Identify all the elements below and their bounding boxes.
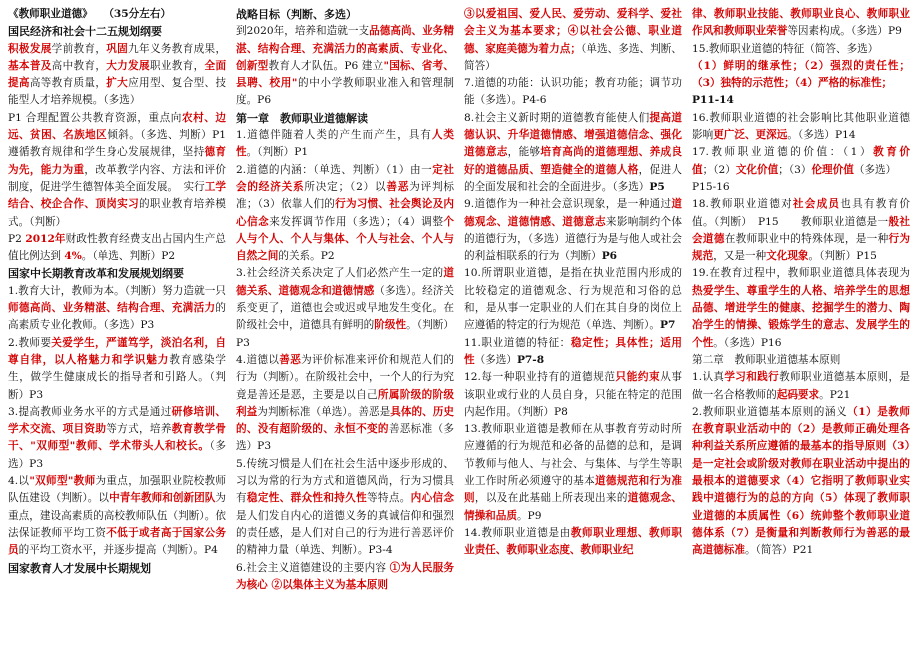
paragraph [236,352,454,456]
paragraph [464,110,682,196]
text-span: 到2020年，培养和造就一支 [236,25,370,38]
text-span: 7.道德的功能：认识功能；教育功能；调节功能（多选）。P4-6 [464,77,682,107]
highlighted-text: 全面提高 [8,59,227,90]
highlighted-text: 教育价值 [692,146,910,176]
paragraph [692,41,910,58]
paragraph [692,179,910,196]
text-span: P7 [659,319,676,332]
text-span: 在教师职业中的特殊体现，是一种 [724,232,889,245]
highlighted-text: 定社会的经济关系 [236,163,455,193]
highlighted-text: 只能约束 [615,371,661,384]
text-span: ；（2） [702,163,736,176]
highlighted-text: 师德高尚、业务精湛、结构合理、充满活力 [8,302,216,315]
highlighted-text: 不低于或者高于国家公务员 [8,526,227,557]
text-span: P2 [8,232,26,245]
text-span: 。（多选）P16 [713,336,782,349]
text-span: 为评价标准来评价和规范人们的行为（判断）。在阶级社会中，一个人的行为究竟是善还是恶，主要是以自己 [236,353,455,401]
paragraph [8,23,226,40]
text-span: 第一章 教师职业道德解读 [236,111,368,125]
text-span: 2.教师职业道德基本原则的涵义 [692,405,848,418]
text-span: 8.社会主义新时期的道德教育能使人们 [464,111,650,124]
text-span: P15-16 [692,180,730,193]
text-span: 18.教师职业道德对 [692,198,793,211]
text-span: 15.教师职业道德的特征（简答、多选） [692,42,879,55]
text-span: 17.教师职业道德的价值：（1） [692,146,874,159]
text-span: 1.认真 [692,371,725,384]
text-span: 4.道德以 [236,353,280,366]
highlighted-text: 具体的、历史的、没有超阶级的、永恒不变的 [236,405,455,436]
paragraph [692,110,910,145]
highlighted-text: 基本普及 [8,59,52,72]
text-span: ，改革教学内容、方法和评价制度，促进学生德智体美全面发展。 实行 [8,163,227,193]
paragraph [464,369,682,421]
highlighted-text: 积极发展 [8,42,52,55]
highlighted-text: 扩大 [106,77,129,90]
highlighted-text: ③以爱祖国、爱人民、爱劳动、爱科学、爱社会主义为基本要求；④以社会公德、职业道德、家庭美德为着力点； [464,8,682,55]
text-span: 善恶标准（多选）P3 [236,423,455,453]
text-span: P7-8 [516,353,545,366]
column-3 [460,6,686,651]
highlighted-text: 行为习惯、社会舆论及内心信念 [236,198,454,228]
paragraph [236,560,454,595]
paragraph [464,265,682,334]
text-span: 13.教师职业道德是教师在从事教育劳动时所应遵循的行为规范和必备的品德的总和，是调节教师与他人、与社会、与集体、与学生等职业工作时所必须遵守的基本 [464,423,682,488]
text-span: 3.社会经济关系决定了人们必然产生一定的 [236,267,444,280]
paragraph [236,23,454,109]
highlighted-text: 道德关系、道德观念和道德情感 [236,267,454,297]
text-span: 高等教育质量， [29,77,107,90]
highlighted-text: 巩固 [106,42,129,55]
text-span: 国家中长期教育改革和发展规划纲要 [8,267,184,281]
text-span: 的平均工资水平，并逐步提高（判断）。P4 [18,544,218,557]
highlighted-text: 社会成员 [792,198,841,211]
paragraph [8,110,226,231]
highlighted-text: 教师职业理想、教师职业责任、教师职业态度、教师职业纪 [464,526,682,557]
column-1 [4,6,230,651]
text-span: 学前教育， [51,42,107,55]
text-span: 为判断标准（单选）。善恶是 [257,405,391,418]
paragraph [236,127,454,162]
highlighted-text: 中青年教师和创新团队 [109,492,216,505]
paragraph [464,421,682,525]
highlighted-text: 农村、边远、贫困、名族地区 [8,111,227,142]
text-span: 2.道德的内涵：（单选、判断）（1）由一 [236,163,433,176]
paragraph [692,6,910,41]
paragraph [236,110,454,127]
text-span: 应用型、复合型、技能型人才培养规模。（多选） [8,77,227,107]
text-span: ，以及在此基础上所表现出来的 [474,492,628,505]
text-span: 12.每一种职业持有的道德规范 [464,371,616,384]
text-span: 等因素构成。（多选）P9 [787,25,902,38]
paragraph [464,196,682,265]
highlighted-text: 文化现象 [766,250,809,263]
text-span: 也具有教育价值。（判断） P15 教师职业道德是一 [692,198,911,228]
highlighted-text: 学习和践行 [724,371,780,384]
text-span: 。P9 [516,509,542,522]
highlighted-text: 品德高尚、业务精湛、结构合理、充满活力的高素质、专业化、创新型 [236,25,454,72]
text-span: （单选、多选、判断、简答） [464,42,683,72]
highlighted-text: 律、教师职业技能、教师职业良心、教师职业作风和教师职业荣誉 [692,8,910,38]
text-span: 九年义务教育成果， [128,42,227,55]
text-span: 的中小学教师职业准入和管理制度。P6 [236,77,454,107]
highlighted-text: 稳定性、群众性和持久性 [246,492,367,505]
text-span: ；（3） [778,163,812,176]
highlighted-text: 行为规范 [692,232,911,263]
paragraph [464,6,682,75]
text-span: 高中教育， [51,59,107,72]
text-span: 。（判断）P3 [236,319,455,349]
text-span: P6 [601,250,618,263]
paragraph [692,196,910,265]
text-span: 的高素质专业化教师。（多选）P3 [8,302,226,332]
text-span: 5.传统习惯是人们在社会生活中逐步形成的、习以为常的行为方式和道德风尚，行为习惯具有 [236,457,454,505]
text-span: 财政性教育经费支出占国内生产总值比例达到 [8,232,226,263]
text-span: P1 合理配置公共教育资源，重点向 [8,111,182,124]
text-span: 教师职业道德基本原则，是做一名合格教师的 [692,371,911,401]
text-span: 国家教育人才发展中长期规划 [8,561,151,575]
highlighted-text: （1）是教师在教育职业活动中的（2）是教师正确处理各种利益关系所应遵循的最基本的指导原则（3）是一定社会或阶级对教师在职业活动中提出的最根本的道德要求（4）它指明了教师职业实践中道德行为的总的方向（5）体现了教师职业道德的本质属性（6）统帅整个教师职业道德体系（7）是衡量和判断教师行为善恶的最高道德标准 [692,405,911,557]
text-span: 11.职业道德的特征： [464,336,571,349]
text-span: 来影响制约个体的道德行为，（多选）道德行为是与他人或社会的利益相联系的行为（判断） [464,215,683,263]
highlighted-text: （1）鲜明的继承性；（2）强烈的责任性；（3）独特的示范性；（4）严格的标准性； [692,59,910,90]
text-span: 。P21 [819,388,851,401]
text-span: 14.教师职业道德是由 [464,526,571,539]
column-4 [688,6,914,651]
text-span: 1.道德伴随着人类的产生而产生，具有 [236,129,432,142]
text-span: 教育感染学生，做学生健康成长的指导者和引路人。（判断）P3 [8,353,227,401]
highlighted-text: 所属阶级的阶级利益 [236,388,455,418]
text-span: 为评判标准；（3）依靠人们的 [236,180,455,211]
column-2 [232,6,458,651]
text-span: 3.提高教师业务水平的方式是通过 [8,405,172,418]
highlighted-text: 伦理价值 [811,163,854,176]
highlighted-text: 关爱学生，严谨笃学，淡泊名利，自尊自律，以人格魅力和学识魅力 [8,336,226,366]
highlighted-text: 善恶 [386,180,410,193]
text-span: 。（判断）P1 [246,146,309,159]
text-span: 2.教师要 [8,336,52,349]
text-span: 第二章 教师职业道德基本原则 [692,353,841,366]
text-span: ，又是一种 [713,250,767,263]
paragraph [8,283,226,335]
text-span: ，能够 [507,146,541,159]
highlighted-text: 研修培训、学术交流、项目资助 [8,405,227,436]
text-span: 1.教育大计，教师为本。（判断）努力造就一只 [8,284,226,297]
text-span: 9.道德作为一种社会意识现象，是一种通过 [464,198,672,211]
highlighted-text: "国标、省考、县聘、校用" [236,59,454,90]
text-span: ，促进人的全面发展和社会的全面进步。（多选） [464,163,682,193]
text-span: 所决定；（2）以 [304,180,387,193]
text-span: 6.社会主义道德建设的主要内容 [236,561,390,574]
text-span: （多选）。经济关系变更了，道德也会或迟或早地发生变化。在阶级社会中，道德具有鲜明的 [236,284,455,332]
highlighted-text: 培育高尚的道德理想、养成良好的道德品质、塑造健全的道德人格 [464,146,683,176]
paragraph [8,265,226,282]
text-span: 。（判断）P15 [808,250,877,263]
highlighted-text: 文化价值 [735,163,779,176]
highlighted-text: 道德观念、情操和品质 [464,492,683,522]
text-span: 。（单选、判断）P2 [81,250,176,263]
text-span: （多选） [474,353,517,366]
text-span: 战略目标（判断、多选） [236,8,357,21]
paragraph [8,560,226,577]
text-span: 国民经济和社会十二五规划纲要 [8,25,162,39]
text-span: 来发挥调节作用（多选）；（4）调整 [269,215,444,228]
paragraph [464,525,682,560]
highlighted-text: 内心信念 [410,492,455,505]
highlighted-text: 更广泛、更深远 [713,129,788,142]
paragraph [464,75,682,110]
highlighted-text: 善恶 [279,353,302,366]
text-span: 从事该职业或行业的人员自身，只能在特定的范围内起作用。（判断）P8 [464,371,683,418]
text-span: 16.教师职业道德的社会影响比其他职业道德影响 [692,111,910,142]
paragraph [692,404,910,560]
text-span: 为重点，建设高素质的高校教师队伍（判断）。依法保证教师平均工资 [8,492,227,539]
paragraph [8,6,226,23]
text-span: 的职业教育培养模式。（判断） [8,198,227,228]
paragraph [8,231,226,266]
text-span: 10.所谓职业道德，是指在执业范围内形成的比较稳定的道德观念、行为规范和习俗的总和，是从事一定职业的人们在其自身的岗位上应遵循的特定的行为规范（单选、判断）。 [464,267,682,332]
highlighted-text: 工学结合、校企合作、顶岗实习 [8,180,227,211]
paragraph [692,369,910,404]
highlighted-text: 道德规范和行为准则 [464,475,683,505]
highlighted-text: 道德观念、道德情感、道德意志 [464,198,682,228]
highlighted-text: ①为人民服务为核心 ②以集体主义为基本原则 [236,561,454,591]
highlighted-text: 4% [64,250,82,263]
text-span: （多选）P3 [8,440,226,470]
paragraph [8,473,226,559]
paragraph [236,265,454,351]
paragraph [692,58,910,93]
paragraph [8,41,226,110]
paragraph [8,404,226,473]
text-span: 的关系。P2 [278,250,335,263]
text-span: （多选） [853,163,897,176]
paragraph [236,162,454,266]
paragraph [692,92,910,109]
paragraph [8,335,226,404]
text-span: 为重点，加强职业院校教师队伍建设（判断）。以 [8,475,227,505]
text-span: P5 [649,180,665,193]
highlighted-text: 般社会道德 [692,215,910,245]
paragraph [236,6,454,23]
text-span: 倾斜。（多选、判断）P1 遵循教育规律和学生身心发展规律，坚持 [8,129,226,159]
text-span: 《教师职业道德》 （35分左右） [8,8,172,20]
paragraph [692,265,910,351]
highlighted-text: 热爱学生、尊重学生的人格、培养学生的思想品德、增进学生的健康、挖掘学生的潜力、陶冶学生的情操、锻炼学生的意志、发展学生的个性 [692,284,910,349]
highlighted-text: 稳定性；具体性；适用性 [464,336,682,366]
text-span: P11-14 [692,94,734,107]
paragraph [692,352,910,369]
text-span: 等方式，培养 [106,423,172,436]
highlighted-text: 提高道德认识、升华道德情感、增强道德信念、强化道德意志 [464,111,683,159]
text-span: 19.在教育过程中，教师职业道德具体表现为 [692,267,910,280]
highlighted-text: "双师型"教师 [29,475,96,488]
highlighted-text: 2012年 [25,232,66,245]
text-span: 。（多选）P14 [787,129,856,142]
paragraph [464,335,682,370]
paragraph [692,144,910,179]
text-span: 等特点。 [367,492,411,505]
highlighted-text: 德育为先，能力为重 [8,146,227,176]
highlighted-text: 大力发展 [106,59,150,72]
text-span: 4.以 [8,475,30,488]
text-span: 教育人才队伍。P6 建立 [268,59,384,72]
text-span: 。（简答）P21 [744,544,814,557]
highlighted-text: 起码要求 [776,388,820,401]
highlighted-text: 阶级性 [374,319,407,332]
paragraph [236,456,454,560]
highlighted-text: 人类性 [236,129,455,159]
highlighted-text: 教育教学骨干、"双师型"教师、学术带头人和校长。 [8,423,227,453]
highlighted-text: 个人与个人、个人与集体、个人与社会、个人与自然之间 [236,215,455,263]
text-span: 是人们发自内心的道德义务的真诚信仰和强烈的责任感，是人们对自己的行为进行善恶评价的精神力量（单选、判断）。P3-4 [236,509,454,557]
text-span: 职业教育， [149,59,205,72]
